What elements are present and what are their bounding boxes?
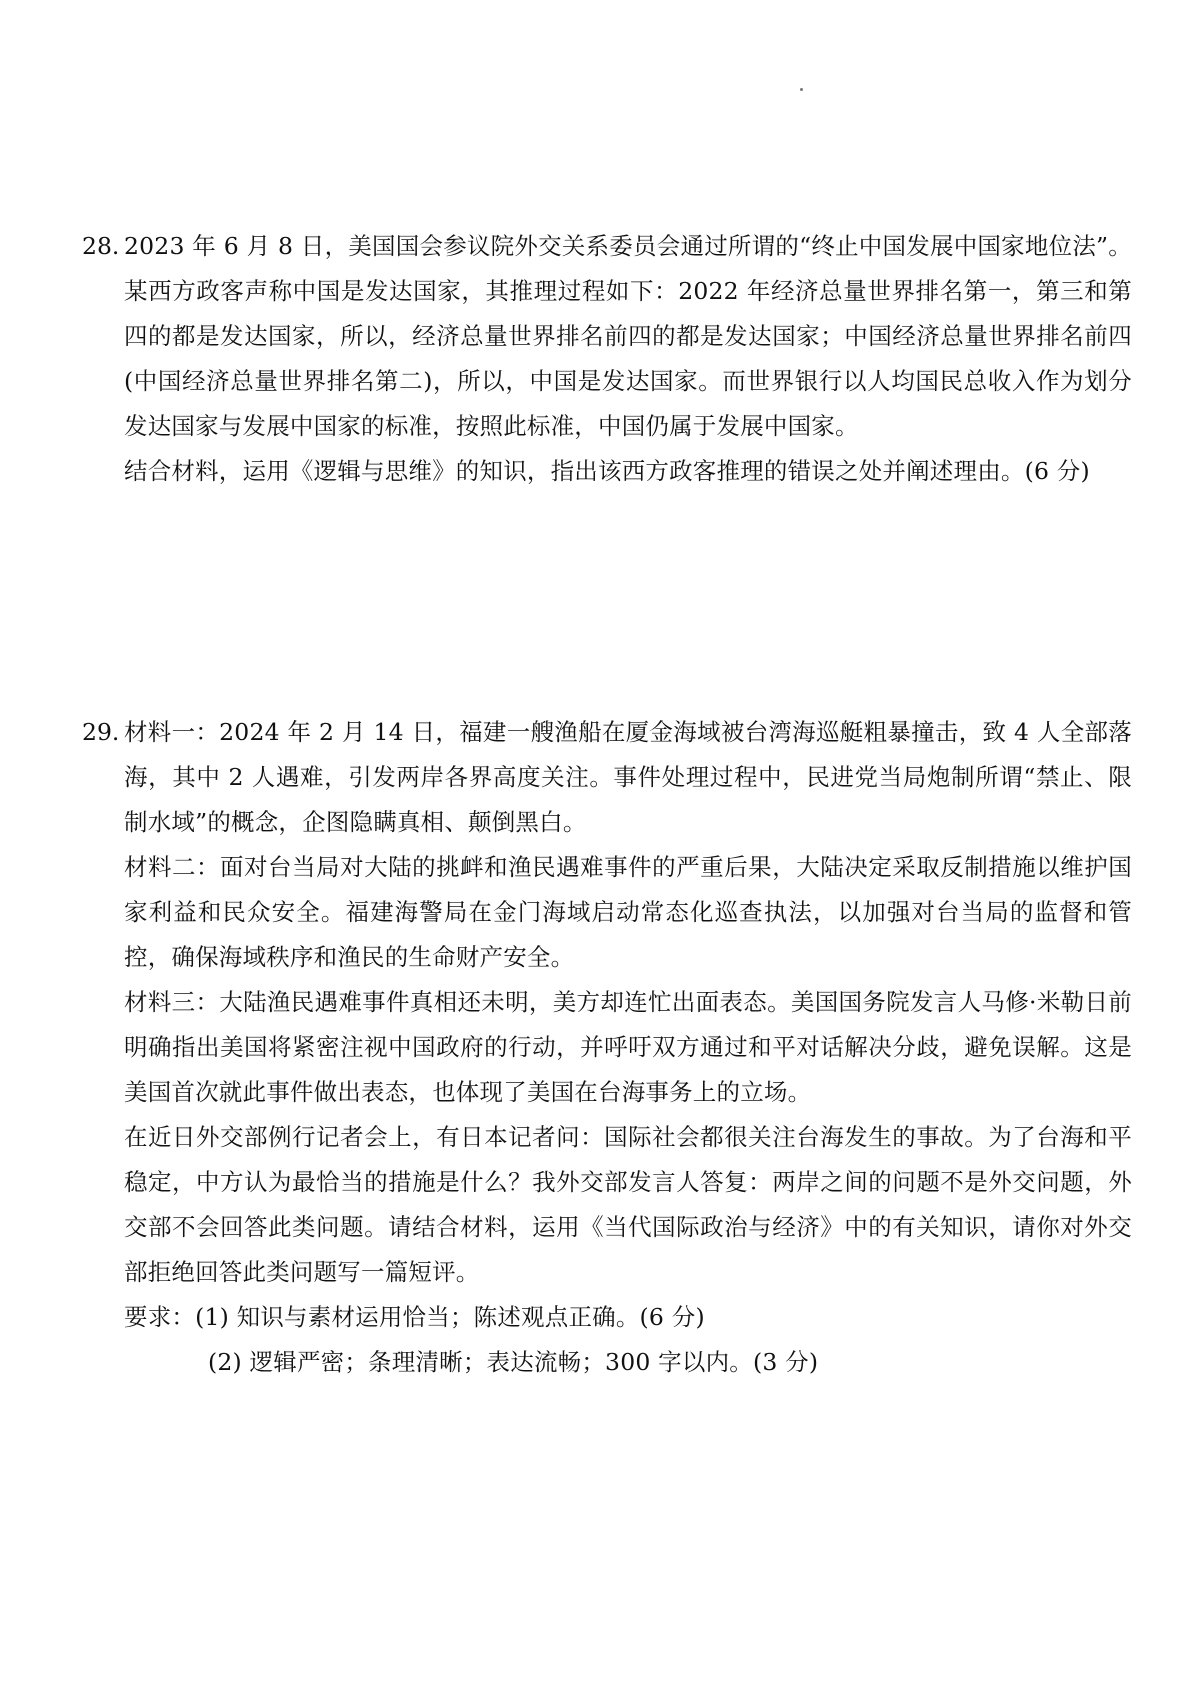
question-body: [82, 224, 1132, 494]
question-number: 28.: [82, 232, 120, 260]
requirement-2: (2) 逻辑严密；条理清晰；表达流畅；300 字以内。(3 分): [208, 1348, 819, 1376]
question-stem: 2023 年 6 月 8 日，美国国会参议院外交关系委员会通过所谓的“终止中国发展中国家地位法”。某西方政客声称中国是发达国家，其推理过程如下：2022 年经济总量世界排名第一，第三和第四的都是发达国家，所以，经济总量世界排名前四的都是发达国家；中国经济总量世界排名前四(中国经济总量世界排名第二)，所以，中国是发达国家。而世界银行以人均国民总收入作为划分发达国家与发展中国家的标准，按照此标准，中国仍属于发展中国家。: [124, 232, 1132, 440]
question-prompt: 在近日外交部例行记者会上，有日本记者问：国际社会都很关注台海发生的事故。为了台海和平稳定，中方认为最恰当的措施是什么？我外交部发言人答复：两岸之间的问题不是外交问题，外交部不会回答此类问题。请结合材料，运用《当代国际政治与经济》中的有关知识，请你对外交部拒绝回答此类问题写一篇短评。: [124, 1123, 1132, 1286]
question-28: [82, 224, 1132, 494]
material-three: 材料三：大陆渔民遇难事件真相还未明，美方却连忙出面表态。美国国务院发言人马修·米勒日前明确指出美国将紧密注视中国政府的行动，并呼吁双方通过和平对话解决分歧，避免误解。这是美国首次就此事件做出表态，也体现了美国在台海事务上的立场。: [124, 988, 1132, 1106]
question-number: 29.: [82, 718, 120, 746]
scan-dot: [800, 88, 803, 91]
question-prompt: 结合材料，运用《逻辑与思维》的知识，指出该西方政客推理的错误之处并阐述理由。(6 分): [124, 457, 1090, 485]
question-body: [82, 710, 1132, 1385]
question-29: [82, 710, 1132, 1385]
material-two: 材料二：面对台当局对大陆的挑衅和渔民遇难事件的严重后果，大陆决定采取反制措施以维护国家利益和民众安全。福建海警局在金门海域启动常态化巡查执法，以加强对台当局的监督和管控，确保海域秩序和渔民的生命财产安全。: [124, 853, 1132, 971]
material-one: 材料一：2024 年 2 月 14 日，福建一艘渔船在厦金海域被台湾海巡艇粗暴撞击，致 4 人全部落海，其中 2 人遇难，引发两岸各界高度关注。事件处理过程中，民进党当局炮制所谓“禁止、限制水域”的概念，企图隐瞒真相、颠倒黑白。: [124, 718, 1132, 836]
requirement-1: 要求：(1) 知识与素材运用恰当；陈述观点正确。(6 分): [124, 1303, 705, 1331]
